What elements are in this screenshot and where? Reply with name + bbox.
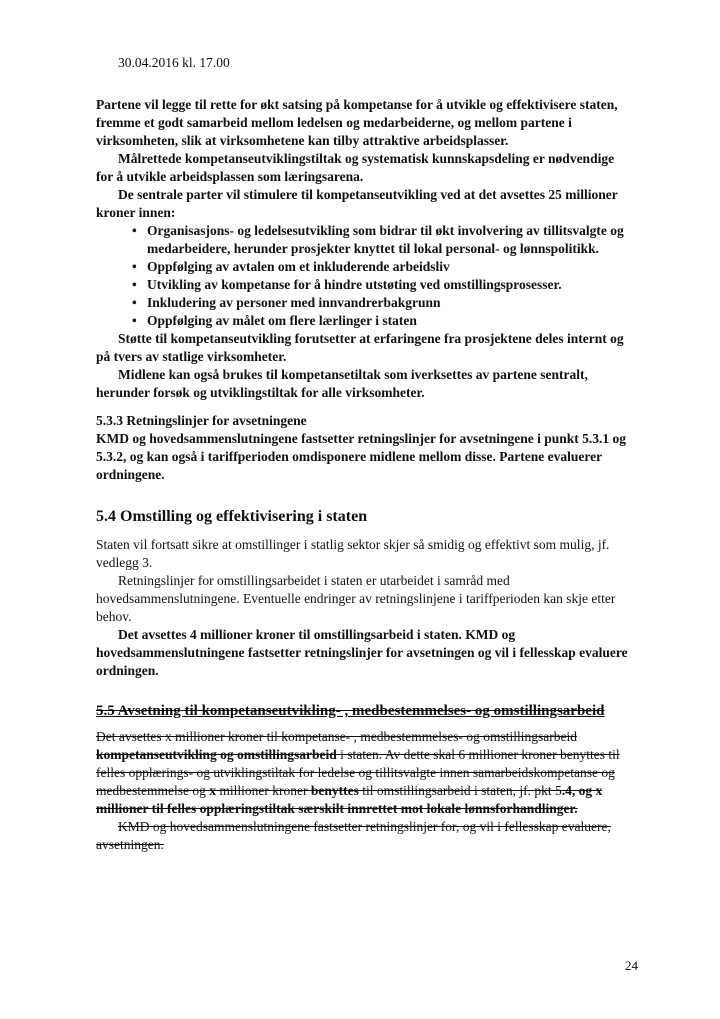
list-item-text: Utvikling av kompetanse for å hindre utstøting ved omstillingsprosesser. xyxy=(147,277,562,292)
deleted-text-segment: i staten. Av dette skal 6 millioner kroner benyttes til felles opplærings- og utviklingstiltak for ledelse og tillitsvalgte innen samarbeidskompetanse og medbestemmelse og xyxy=(96,747,620,798)
section-5-3-3-heading: 5.3.3 Retningslinjer for avsetningene xyxy=(96,413,307,428)
list-item-text: Oppfølging av målet om flere lærlinger i staten xyxy=(147,313,417,328)
deleted-bold-text-segment: benyttes xyxy=(310,783,359,798)
bullet-icon: • xyxy=(132,295,137,310)
deleted-bold-text-segment: x xyxy=(209,783,216,798)
section-5-4-paragraph-2: Retningslinjer for omstillingsarbeidet i staten er utarbeidet i samråd med hovedsammenslutningene. Eventuelle endringer av retningslinjene i tariffperioden kan skje etter behov. xyxy=(96,573,616,624)
list-item xyxy=(96,312,629,330)
intro-paragraph-5: Midlene kan også brukes til kompetansetiltak som iverksettes av partene sentralt, herunder forsøk og utviklingstiltak for alle virksomheter. xyxy=(96,367,588,400)
list-item xyxy=(96,294,629,312)
intro-paragraph-2: Målrettede kompetanseutviklingstiltak og systematisk kunnskapsdeling er nødvendige for å utvikle arbeidsplassen som læringsarena. xyxy=(96,151,615,184)
date-header: 30.04.2016 kl. 17.00 xyxy=(118,55,230,70)
deleted-bold-text-segment: .4, og x millioner til felles opplæringstiltak særskilt innrettet mot lokale lønnsforhandlinger. xyxy=(96,783,603,816)
list-item xyxy=(96,222,629,258)
section-5-4-paragraph-1: Staten vil fortsatt sikre at omstillinger i statlig sektor skjer så smidig og effektivt som mulig, jf. vedlegg 3. xyxy=(96,537,610,570)
section-5-4 xyxy=(96,506,629,680)
section-5-4-heading: 5.4 Omstilling og effektivisering i staten xyxy=(96,508,368,525)
deleted-bold-text-segment: kompetanseutvikling og omstillingsarbeid xyxy=(96,747,337,762)
section-5-3-3-body: KMD og hovedsammenslutningene fastsetter retningslinjer for avsetningene i punkt 5.3.1 og 5.3.2, og kan også i tariffperioden omdisponere midlene mellom disse. Partene evaluerer ordningene. xyxy=(96,431,627,482)
bullet-icon: • xyxy=(132,223,137,238)
deleted-text-segment: Det avsettes x millioner kroner til kompetanse- , medbestemmelses- og omstillingsarbeid xyxy=(96,729,578,744)
section-5-5-paragraph-1-strikethrough xyxy=(96,728,629,818)
list-item-text: Oppfølging av avtalen om et inkluderende arbeidsliv xyxy=(147,259,450,274)
bullet-icon: • xyxy=(132,313,137,328)
intro-paragraph-3: De sentrale parter vil stimulere til kompetanseutvikling ved at det avsettes 25 millioner kroner innen: xyxy=(96,187,618,220)
deleted-text-segment: millioner kroner xyxy=(215,783,311,798)
section-5-3-3 xyxy=(96,412,629,484)
document-content xyxy=(96,54,629,854)
deleted-text-segment: til omstillingsarbeid i staten, jf. pkt 5 xyxy=(358,783,562,798)
page-number: 24 xyxy=(625,958,638,973)
bullet-icon: • xyxy=(132,277,137,292)
section-5-5-deleted xyxy=(96,700,629,854)
section-5-5-paragraph-2-strikethrough: KMD og hovedsammenslutningene fastsetter retningslinjer for, og vil i fellesskap evaluere, avsetningen. xyxy=(96,819,611,852)
section-5-4-paragraph-3: Det avsettes 4 millioner kroner til omstillingsarbeid i staten. KMD og hovedsammenslutningene fastsetter retningslinjer for avsetningen og vil i fellesskap evaluere ordningen. xyxy=(96,627,628,678)
intro-section xyxy=(96,96,629,402)
list-item xyxy=(96,258,629,276)
list-item-text: Inkludering av personer med innvandrerbakgrunn xyxy=(147,295,441,310)
intro-paragraph-4: Støtte til kompetanseutvikling forutsetter at erfaringene fra prosjektene deles internt og på tvers av statlige virksomheter. xyxy=(96,331,624,364)
bullet-icon: • xyxy=(132,259,137,274)
bullet-list xyxy=(96,222,629,330)
list-item xyxy=(96,276,629,294)
section-5-5-heading-strikethrough: 5.5 Avsetning til kompetanseutvikling- , medbestemmelses- og omstillingsarbeid xyxy=(96,703,605,719)
list-item-text: Organisasjons- og ledelsesutvikling som bidrar til økt involvering av tillitsvalgte og medarbeidere, herunder prosjekter knyttet til lokal personal- og lønnspolitikk. xyxy=(147,223,624,256)
intro-paragraph-1: Partene vil legge til rette for økt satsing på kompetanse for å utvikle og effektivisere staten, fremme et godt samarbeid mellom ledelsen og medarbeiderne, og mellom partene i virksomheten, slik at virksomhetene kan tilby attraktive arbeidsplasser. xyxy=(96,97,618,148)
